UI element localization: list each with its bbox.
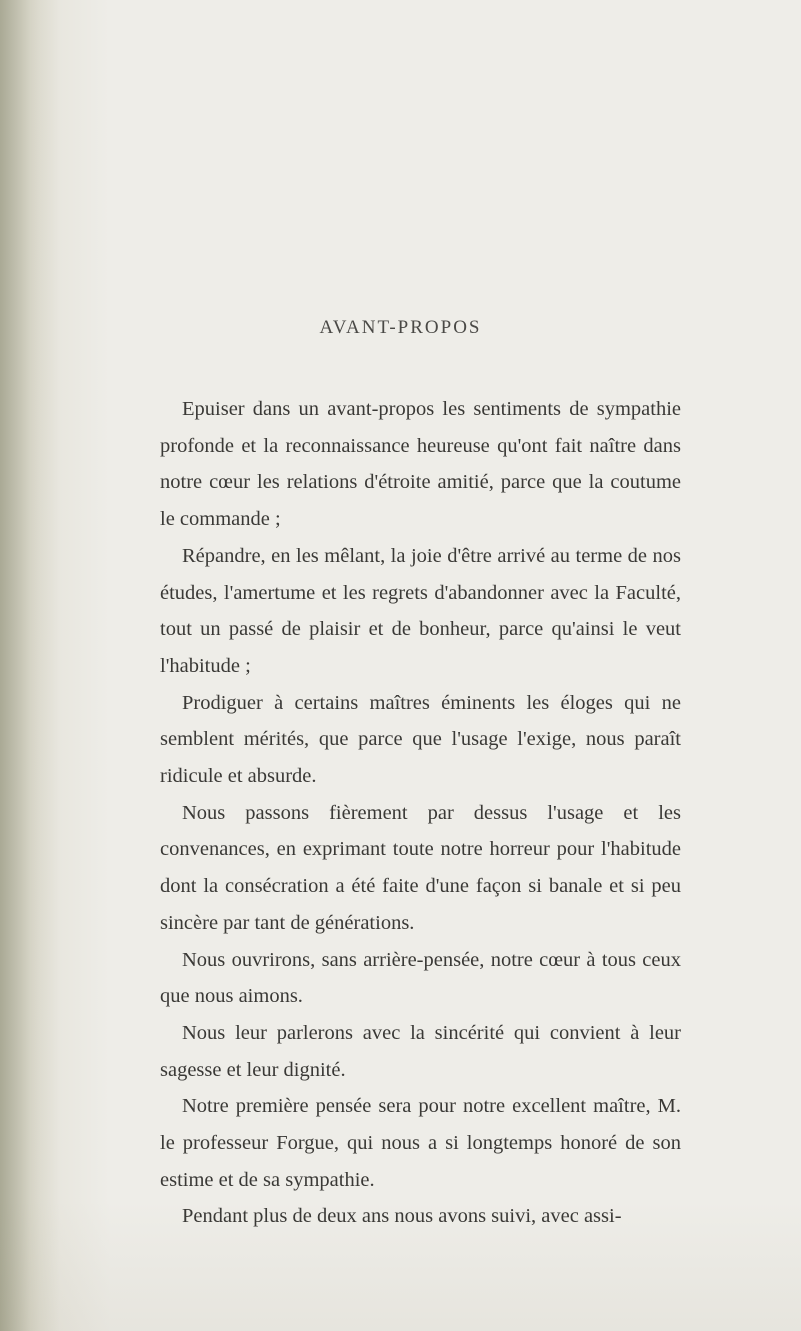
paragraph: Répandre, en les mêlant, la joie d'être arrivé au terme de nos études, l'amertume et les regrets d'abandonner avec la Faculté, tout un passé de plaisir et de bonheur, parce qu'ainsi le veut l'habitude ; bbox=[160, 544, 681, 677]
paragraph: Nous leur parlerons avec la sincérité qui convient à leur sagesse et leur dignité. bbox=[160, 1021, 681, 1081]
page-title: AVANT-PROPOS bbox=[319, 317, 482, 338]
paragraph: Notre première pensée sera pour notre excellent maître, M. le professeur Forgue, qui nous a si longtemps honoré de son estime et de sa sympathie. bbox=[160, 1095, 681, 1191]
paragraph: Pendant plus de deux ans nous avons suivi, avec assi- bbox=[182, 1205, 622, 1228]
paragraph: Nous ouvrirons, sans arrière-pensée, notre cœur à tous ceux que nous aimons. bbox=[160, 948, 681, 1008]
book-spine-shadow bbox=[0, 0, 60, 1331]
paragraph: Nous passons fièrement par dessus l'usage et les convenances, en exprimant toute notre horreur pour l'habitude dont la consécration a été faite d'une façon si banale et si peu sincère par tant de générations. bbox=[160, 801, 681, 934]
body-text bbox=[160, 391, 681, 1235]
paragraph: Prodiguer à certains maîtres éminents les éloges qui ne semblent mérités, que parce que l'usage l'exige, nous paraît ridicule et absurde. bbox=[160, 691, 681, 788]
paragraph: Epuiser dans un avant-propos les sentiments de sympathie profonde et la reconnaissance heureuse qu'ont fait naître dans notre cœur les relations d'étroite amitié, parce que la coutume le commande ; bbox=[160, 398, 681, 531]
